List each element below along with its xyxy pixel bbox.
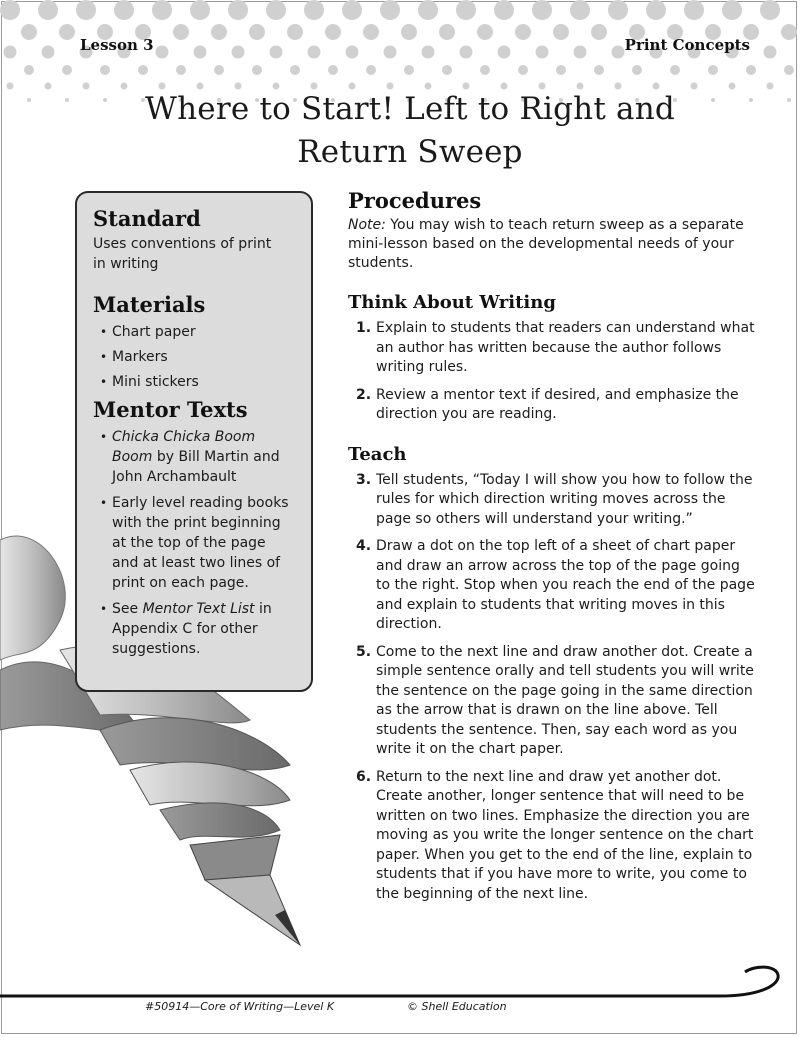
list-text: in Appendix C for other suggestions. [112, 601, 272, 657]
decorative-dot [45, 83, 52, 90]
decorative-dot [194, 46, 207, 59]
materials-list [93, 322, 296, 392]
decorative-dot [21, 24, 37, 40]
think-steps-list [348, 319, 758, 425]
decorative-dot [784, 65, 794, 75]
decorative-dot [749, 98, 753, 102]
decorative-dot [767, 83, 774, 90]
decorative-dot [760, 0, 780, 20]
decorative-dot [764, 46, 777, 59]
decorative-dot [366, 65, 376, 75]
list-item: • Mini stickers [93, 372, 296, 392]
decorative-dot [100, 65, 110, 75]
decorative-dot [515, 24, 531, 40]
step-item [348, 537, 758, 635]
decorative-dot [114, 0, 134, 20]
step-item [348, 471, 758, 530]
decorative-dot [477, 24, 493, 40]
decorative-dot [325, 24, 341, 40]
decorative-dot [684, 0, 704, 20]
step-number: 1. [356, 320, 372, 336]
decorative-dot [228, 0, 248, 20]
decorative-dot [460, 46, 473, 59]
step-text: Review a mentor text if desired, and emphasize the direction you are reading. [376, 386, 739, 422]
decorative-dot [708, 65, 718, 75]
decorative-dot [608, 0, 628, 20]
teach-heading: Teach [348, 443, 407, 465]
decorative-dot [65, 98, 69, 102]
step-item [348, 319, 758, 378]
decorative-dot [4, 46, 17, 59]
decorative-dot [304, 0, 324, 20]
list-item: • Chart paper [93, 322, 296, 342]
materials-heading: Materials [93, 292, 206, 317]
step-number: 4. [356, 538, 372, 554]
step-text: Draw a dot on the top left of a sheet of chart paper and draw an arrow across the top of the page going to the right. Stop when you reach the end of the page and explain to students that writing moves in this direction. [376, 538, 755, 632]
step-item [348, 643, 758, 760]
decorative-dot [781, 24, 797, 40]
topic-label: Print Concepts [624, 36, 750, 54]
decorative-dot [456, 0, 476, 20]
decorative-dot [570, 0, 590, 20]
standard-text-line-2: in writing [93, 256, 159, 272]
teach-steps-list [348, 471, 758, 905]
decorative-dot [532, 0, 552, 20]
footer-swoosh-line [0, 960, 800, 1020]
decorative-dot [62, 65, 72, 75]
decorative-dot [83, 83, 90, 90]
list-text: See [112, 601, 143, 617]
step-item [348, 386, 758, 425]
step-number: 6. [356, 768, 372, 785]
step-text: Explain to students that readers can understand what an author has written because the author follows writing rules. [376, 320, 755, 375]
step-number: 2. [356, 386, 372, 403]
decorative-dot [574, 46, 587, 59]
decorative-dot [632, 65, 642, 75]
decorative-dot [249, 24, 265, 40]
decorative-dot [0, 0, 20, 20]
decorative-dot [346, 46, 359, 59]
decorative-dot [553, 24, 569, 40]
footer-copyright: © Shell Education [407, 1000, 507, 1013]
decorative-dot [76, 0, 96, 20]
decorative-dot [59, 24, 75, 40]
decorative-dot [308, 46, 321, 59]
decorative-dot [24, 65, 34, 75]
procedures-section [348, 188, 758, 912]
standard-heading: Standard [93, 206, 201, 231]
decorative-dot [591, 24, 607, 40]
step-text: Tell students, “Today I will show you how to follow the rules for which direction writing moves across the page so others will understand your writing.” [376, 471, 753, 527]
decorative-dot [342, 0, 362, 20]
decorative-dot [173, 24, 189, 40]
decorative-dot [494, 0, 514, 20]
decorative-dot [722, 0, 742, 20]
decorative-dot [422, 46, 435, 59]
step-item [348, 768, 758, 905]
decorative-dot [418, 0, 438, 20]
decorative-dot [498, 46, 511, 59]
decorative-dot [270, 46, 283, 59]
list-item: • Markers [93, 347, 296, 367]
step-text: Come to the next line and draw another dot. Create a simple sentence orally and tell students you will write the sentence on the page going in the same direction as the arrow that is drawn on the line above. Tell students the sentence. Then, say each word as you write it on the chart paper. [376, 643, 754, 757]
decorative-dot [556, 65, 566, 75]
book-author: by Bill Martin and John Archambault [112, 449, 280, 485]
decorative-dot [42, 46, 55, 59]
mentor-texts-heading: Mentor Texts [93, 397, 248, 422]
decorative-dot [384, 46, 397, 59]
step-text: Return to the next line and draw yet another dot. Create another, longer sentence that will need to be written on two lines. Emphasize the direction you are moving as you write the longer sentence on the chart paper. When you get to the end of the line, explain to students that if you have more to write, you come to the beginning of the next line. [376, 768, 754, 902]
lesson-label: Lesson 3 [80, 36, 154, 54]
decorative-dot [7, 83, 14, 90]
decorative-dot [38, 0, 58, 20]
mentor-texts-list [93, 427, 296, 659]
decorative-dot [156, 46, 169, 59]
list-item [93, 599, 296, 659]
footer-product-code: #50914—Core of Writing—Level K [145, 1000, 335, 1013]
decorative-dot [287, 24, 303, 40]
list-item [93, 427, 296, 487]
decorative-dot [646, 0, 666, 20]
step-number: 5. [356, 643, 372, 660]
decorative-dot [328, 65, 338, 75]
decorative-dot [480, 65, 490, 75]
decorative-dot [152, 0, 172, 20]
decorative-dot [594, 65, 604, 75]
decorative-dot [746, 65, 756, 75]
decorative-dot [401, 24, 417, 40]
decorative-dot [380, 0, 400, 20]
decorative-dot [232, 46, 245, 59]
book-title: Chicka Chicka Boom Boom [112, 429, 256, 465]
think-about-writing-heading: Think About Writing [348, 292, 556, 313]
title-line-2: Return Sweep [297, 134, 523, 170]
list-item: • Early level reading books with the print beginning at the top of the page and at least two lines of print on each page. [93, 493, 296, 593]
decorative-dot [363, 24, 379, 40]
decorative-dot [787, 98, 791, 102]
decorative-dot [252, 65, 262, 75]
decorative-dot [190, 0, 210, 20]
decorative-dot [214, 65, 224, 75]
decorative-dot [176, 65, 186, 75]
procedures-heading: Procedures [348, 188, 482, 213]
decorative-dot [518, 65, 528, 75]
standard-text-line-1: Uses conventions of print [93, 236, 272, 252]
decorative-dot [27, 98, 31, 102]
decorative-dot [266, 0, 286, 20]
decorative-dot [612, 46, 625, 59]
title-line-1: Where to Start! Left to Right and [145, 91, 675, 127]
decorative-dot [536, 46, 549, 59]
decorative-dot [290, 65, 300, 75]
step-number: 3. [356, 471, 372, 488]
decorative-dot [439, 24, 455, 40]
decorative-dot [442, 65, 452, 75]
decorative-dot [138, 65, 148, 75]
note-label: Note: [348, 217, 386, 233]
mentor-text-list-title: Mentor Text List [142, 601, 255, 617]
sidebar-info-box [75, 191, 313, 692]
note-paragraph [348, 216, 758, 273]
decorative-dot [211, 24, 227, 40]
standard-text [93, 234, 296, 274]
decorative-dot [670, 65, 680, 75]
decorative-dot [404, 65, 414, 75]
page-title [90, 88, 730, 174]
note-text: You may wish to teach return sweep as a separate mini-lesson based on the developmental needs of your students. [348, 217, 744, 271]
